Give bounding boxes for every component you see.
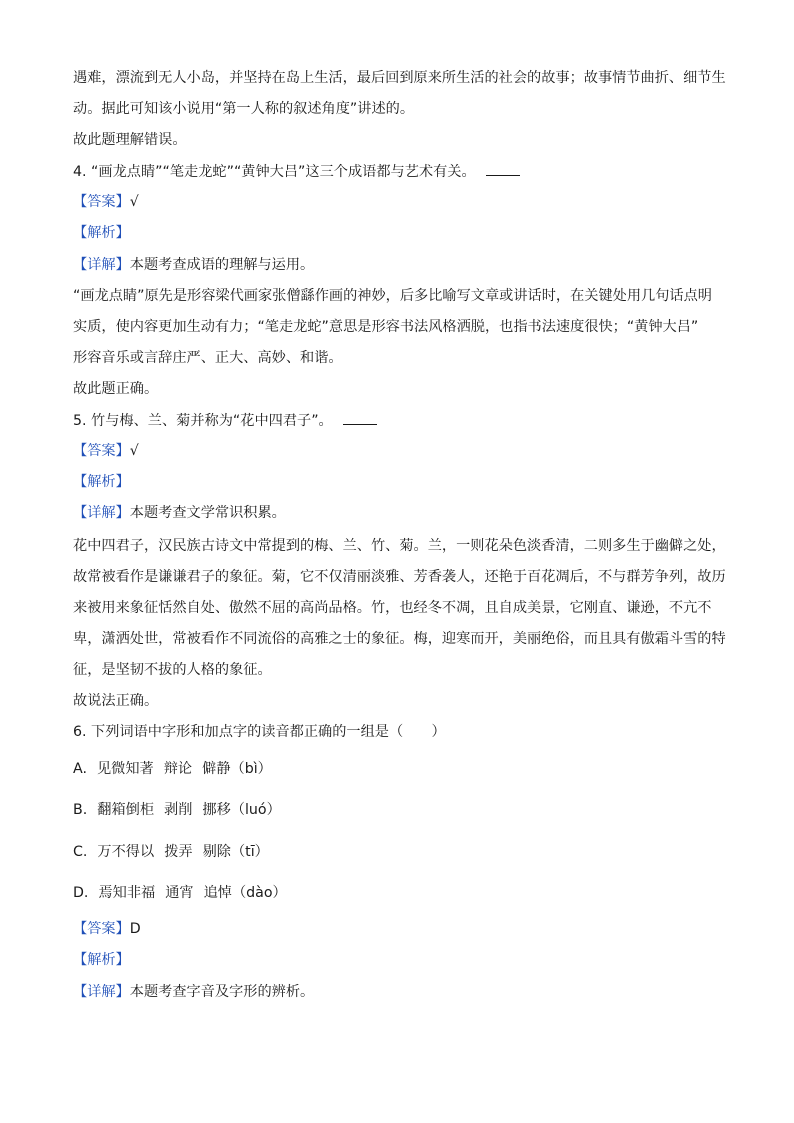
intro-verdict: 故此题理解错误。: [73, 132, 187, 148]
q6-option-word: 见微知著: [96, 761, 154, 777]
q6-option-word: 追悼（dào）: [203, 885, 287, 901]
q4-answer: [73, 192, 139, 212]
q5-body-2: 故常被看作是谦谦君子的象征。菊，它不仅清丽淡雅、芳香袭人，还艳于百花凋后，不与群芳争列，故历: [73, 569, 726, 585]
q5-question-text: 5. 竹与梅、兰、菊并称为“花中四君子”。: [73, 413, 333, 429]
q4-detail-tag: 【详解】: [73, 257, 130, 273]
q6-option-word: 剔除（tī）: [202, 844, 269, 860]
q6-option-word: 辩论: [163, 761, 193, 777]
q6-option-word: 剥削: [164, 802, 193, 818]
q6-option-c: [73, 842, 279, 862]
q6-option-word: 通宵: [165, 885, 194, 901]
q6-option-letter: B.: [73, 802, 88, 818]
q6-option-a: [73, 759, 282, 779]
q6-option-letter: A.: [73, 761, 87, 777]
q4-detail-text: 本题考查成语的理解与运用。: [129, 257, 315, 273]
q4-detail: [73, 255, 314, 275]
q6-option-word: 翻箱倒柜: [97, 802, 155, 818]
q6-answer: [73, 919, 141, 939]
q5-answer-value: √: [129, 443, 139, 459]
q5-body-3: 来被用来象征恬然自处、傲然不屈的高尚品格。竹，也经冬不凋，且自成美景，它刚直、谦逊，不亢不: [73, 600, 712, 616]
intro-line-2: 动。据此可知该小说用“第一人称的叙述角度”讲述的。: [73, 101, 415, 117]
q6-analysis-tag: 【解析】: [73, 952, 130, 968]
intro-line-1: 遇难，漂流到无人小岛，并坚持在岛上生活，最后回到原来所生活的社会的故事；故事情节曲折、细节生: [73, 70, 726, 86]
q4-question: [73, 161, 520, 182]
q6-option-b: [73, 800, 291, 820]
q6-option-letter: D.: [73, 885, 89, 901]
q6-answer-tag: 【答案】: [73, 921, 130, 937]
q6-answer-value: D: [129, 921, 141, 937]
q6-detail-text: 本题考查字音及字形的辨析。: [129, 984, 315, 1000]
q5-verdict: 故说法正确。: [73, 693, 159, 709]
q4-body-1: “画龙点睛”原先是形容梁代画家张僧繇作画的神妙，后多比喻写文章或讲话时，在关键处用几句话点明: [73, 288, 712, 304]
q5-body-1: 花中四君子，汉民族古诗文中常提到的梅、兰、竹、菊。兰，一则花朵色淡香清，二则多生于幽僻之处，: [73, 538, 726, 554]
q5-answer-tag: 【答案】: [73, 443, 130, 459]
q5-detail: [73, 503, 286, 523]
q5-body-5: 征，是坚韧不拔的人格的象征。: [73, 662, 272, 678]
q6-option-word: 挪移（luó）: [202, 802, 281, 818]
q6-option-d: [73, 883, 297, 903]
q5-analysis-tag: 【解析】: [73, 474, 130, 490]
q5-detail-text: 本题考查文学常识积累。: [129, 505, 286, 521]
q6-option-word: 万不得以: [97, 844, 155, 860]
q6-detail: [73, 982, 314, 1002]
q4-analysis-tag: 【解析】: [73, 225, 130, 241]
q5-answer-blank: [343, 410, 377, 425]
q5-body-4: 卑，潇洒处世，常被看作不同流俗的高雅之士的象征。梅，迎寒而开，美丽绝俗，而且具有傲霜斗雪的特: [73, 631, 726, 647]
q6-option-letter: C.: [73, 844, 88, 860]
q4-verdict: 故此题正确。: [73, 381, 159, 397]
q5-answer: [73, 441, 139, 461]
q6-question: 6. 下列词语中字形和加点字的读音都正确的一组是（ ）: [73, 724, 446, 740]
q6-option-word: 僻静（bì）: [202, 761, 272, 777]
q6-option-word: 焉知非福: [98, 885, 156, 901]
q4-answer-value: √: [129, 194, 139, 210]
q6-option-word: 拨弄: [164, 844, 193, 860]
q4-question-text: 4. “画龙点睛”“笔走龙蛇”“黄钟大吕”这三个成语都与艺术有关。: [73, 164, 476, 180]
q6-detail-tag: 【详解】: [73, 984, 130, 1000]
q4-body-3: 形容音乐或言辞庄严、正大、高妙、和谐。: [73, 350, 343, 366]
q4-answer-tag: 【答案】: [73, 194, 130, 210]
q4-body-2: 实质，使内容更加生动有力；“笔走龙蛇”意思是形容书法风格洒脱，也指书法速度很快；“黄钟大吕”: [73, 319, 699, 335]
q5-question: [73, 410, 377, 431]
q5-detail-tag: 【详解】: [73, 505, 130, 521]
q4-answer-blank: [486, 161, 520, 176]
